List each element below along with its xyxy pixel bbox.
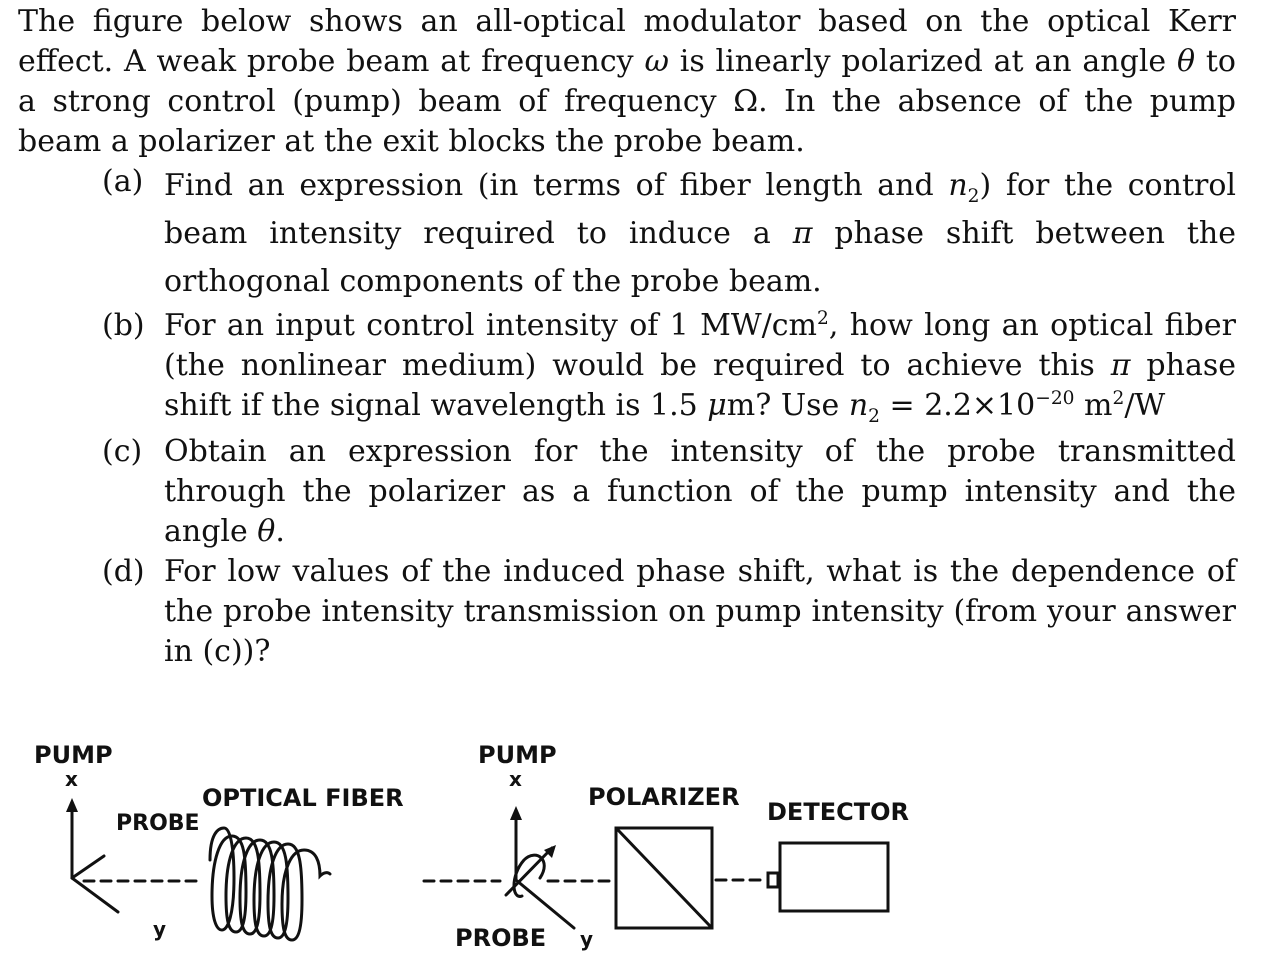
m2-superscript: 2 [1112,388,1125,409]
intro-paragraph [18,2,1236,162]
cm2-superscript: 2 [817,308,829,329]
question-d-label: (d) [102,554,145,589]
problem-text [18,2,1236,672]
question-b-text-7: /W [1124,388,1166,423]
question-d-text: For low values of the induced phase shift, what is the dependence of the probe intensity transmission on pump intensity (from your answer in (c))? [164,554,1236,669]
question-a-text-2: ) for the control beam intensity required to induce a [164,168,1236,251]
intro-text-2: is linearly polarized at an angle [668,44,1177,79]
question-b-text-4: m? Use [726,388,849,423]
pump-left-label: PUMP [34,741,113,769]
theta-symbol: θ [1177,44,1196,79]
right-y-axis [516,880,574,928]
detector-stub [768,873,778,887]
question-b-text-1: For an input control intensity of 1 MW/cm [164,308,818,343]
intro-text-1: The figure below shows an all-optical modulator based on the optical Kerr effect. A weak probe beam at frequency [18,4,1236,79]
intro-text-4: . In the absence of the pump beam a polarizer at the exit blocks the probe beam. [18,84,1236,159]
question-c-label: (c) [102,434,143,469]
question-c-text-1: Obtain an expression for the intensity of the probe transmitted through the polarizer as a function of the pump intensity and the angle [164,434,1236,549]
mu-symbol: μ [707,388,727,423]
detector-box [780,843,888,911]
left-y-axis [72,856,104,878]
optical-fiber-coil [210,828,330,940]
question-c-text-2: . [275,514,285,549]
n2-symbol: n [948,168,968,203]
question-b-text-2: , how long an optical fiber (the nonlinear medium) would be required to achieve this [164,308,1236,383]
n2-symbol: n [848,388,869,423]
omega-symbol: ω [644,44,669,79]
question-a-label: (a) [102,164,144,199]
question-a-text-1: Find an expression (in terms of fiber length and [164,168,949,203]
question-c [102,432,1236,552]
pi-symbol: π [792,216,813,251]
right-x-arrowhead [510,806,522,820]
pump-right-label: PUMP [478,741,557,769]
probe-right-label: PROBE [455,924,547,952]
question-c-text [164,432,1236,552]
big-omega-symbol: Ω [733,84,759,119]
theta-symbol: θ [257,514,276,549]
question-b-text [164,306,1236,426]
x-right-label: x [509,767,522,791]
kerr-modulator-diagram [0,720,1280,975]
question-a [102,162,1236,306]
y-right-label: y [580,927,594,951]
polarizer-label: POLARIZER [588,783,740,811]
question-a-text-3: phase shift between the orthogonal components of the probe beam. [164,216,1237,299]
question-d [102,552,1236,672]
left-x-arrowhead [66,798,78,812]
question-a-text [164,162,1236,306]
intro-text-3: to a strong control (pump) beam of frequency [18,44,1236,119]
question-b [102,306,1236,426]
question-b-label: (b) [102,308,145,343]
detector-label: DETECTOR [767,798,909,826]
optical-fiber-label: OPTICAL FIBER [202,784,404,812]
x-left-label: x [65,767,78,791]
question-b-text-5: = 2.2×10 [880,388,1036,423]
n2-subscript: 2 [967,186,980,207]
n2-subscript: 2 [868,406,880,427]
question-b-text-3: phase shift if the signal wavelength is 1.5 [164,348,1236,423]
question-b-text-6: m [1074,388,1113,423]
polarizer-diagonal [618,830,710,926]
probe-left-label: PROBE [116,811,200,836]
y-left-label: y [153,917,167,941]
exponent-superscript: −20 [1035,388,1075,409]
pi-symbol: π [1110,348,1131,383]
left-probe-axis [72,878,118,912]
